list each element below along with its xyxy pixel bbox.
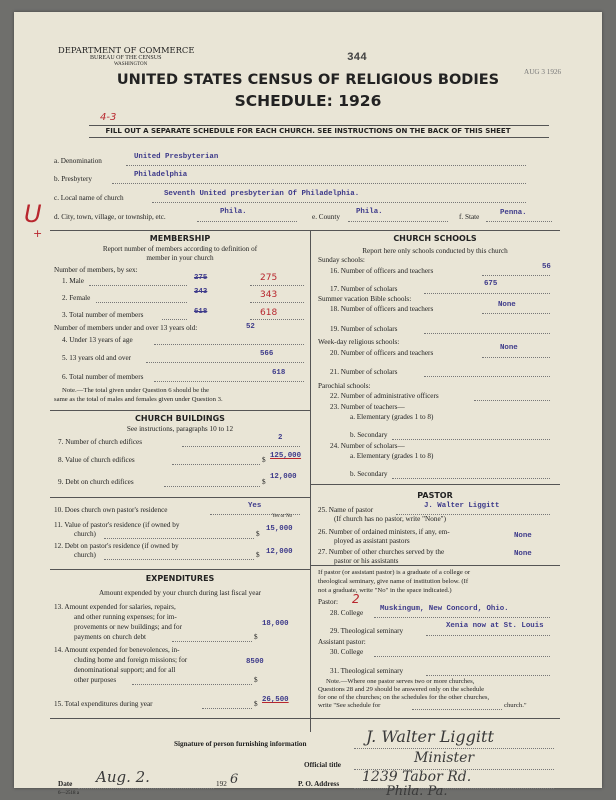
over-13-count: 566 [260, 350, 274, 358]
total-members: 618 [194, 308, 208, 316]
state-value: Penna. [500, 209, 527, 217]
margin-mark: U [24, 200, 42, 228]
census-schedule-paper: DEPARTMENT OF COMMERCE BUREAU OF THE CENSUS WASHINGTON 344 AUG 3 1926 UNITED STATES CENSUS OF RELIGIOUS BODIES SCHEDULE: 1926 4-3 FILL OUT A SEPARATE SCHEDULE FOR EACH CHURCH. SEE INSTRUCTIONS ON THE BACK OF THIS SHEET a. Denomination United Presbyterian b. Presbytery Philadelphia c. Local name of church Seventh United presbyterian Of Philadelphia. U + d. City, town, village, or township, etc. Phila. e. County Phila. f. State Penna. MEMBERSHIP Report number of members according to definition of member in your church Number of members, by sex: 1. Male 275 275 2. Female 343 343 3. Total number of members 618 618 Number of members under and over 13 years old: 52 4. Under 13 years of age 5. 13 years old and over 566 6. Total number of members 618 Note.—The total given under Question 6 should be the same as the total of males and females given under Question 3. CHURCH BUILDINGS See instructions, paragraphs 10 to 12 7. Number of church edifices 2 8. Value of church edifices $ 125,000 9. Debt on church edifices $ 12,000 10. Does church own pastor's residence Yes Yes or No 11. Value of pastor's residence (if owned by church) $ 15,000 12. Debt on pastor's residence (if owned by church) $ 12,000 EXPENDITURES Amount expended by your church during last fiscal year 13. Amount expended for salaries, repairs, and other running expenses; for im- provements or new buildings; and for payments on church debt $ 18,000 14. Amount expended for benevolences, in- cluding home and foreign missions; for denominational support; and for all other purposes $ 8500 15. Total expenditures during year $ 26,500 CHURCH SCHOOLS Report here only schools conducted by this church Sunday schools: 16. Number of officers and teachers 56 17. Number of scholars 675 Summer vacation Bible schools: 18. Number of officers and teachers None 19. Number of scholars Week-day religious schools: 20. Number of officers and teachers None 21. Number of scholars Parochial schools: 22. Number of administrative officers 23. Number of teachers— a. Elementary (grades 1 to 8) b. Secondary 24. Number of scholars— a. Elementary (grades 1 to 8) b. Secondary PASTOR 25. Name of pastor J. Walter Liggitt (If church has no pastor, write "None") 26. Number of ordained ministers, if any, em- ployed as assistant pastors None 27. Number of other churches served by the pastor or his assistants None If pastor (or assistant pastor) is a graduate of a college or theological seminary, give name of institution below. (If not a graduate, write "No" in the space indicated.) Pastor: 2 28. College Muskingum, New Concord, Ohio. 29. Theological seminary Xenia now at St. Louis Assistant pastor: 30. College 31. Theological seminary Note.—Where one pastor serves two or more churches, Questions 28 and 29 should be answered only on the schedule for one of the churches; on the schedules for the other churches, write "See schedule for church." Signature of person furnishing information J. Walter Liggitt Official title Minister Date Aug. 2. 192 6 6—2518 a P. O. Address 1239 Tabor Rd. Phila. Pa. [14, 12, 602, 788]
male-count: 275 [194, 274, 208, 282]
sunday-scholars: 675 [484, 280, 498, 288]
city-label: d. City, town, village, or township, etc. [54, 213, 166, 221]
running-expenses: 18,000 [262, 620, 289, 628]
state-label: f. State [459, 213, 480, 221]
department-label: DEPARTMENT OF COMMERCE [58, 45, 195, 55]
pastor-college: Muskingum, New Concord, Ohio. [380, 605, 509, 613]
signature: J. Walter Liggitt [366, 727, 494, 746]
county-label: e. County [312, 213, 340, 221]
pastor-seminary: Xenia now at St. Louis [446, 622, 544, 630]
benevolences: 8500 [246, 658, 264, 666]
edifices-count: 2 [278, 434, 283, 442]
city-label: WASHINGTON [114, 62, 148, 67]
handwritten-mark: 4-3 [100, 112, 117, 123]
weekday-teachers: None [500, 344, 518, 352]
age-value: 52 [246, 323, 255, 331]
year-value: 6 [230, 772, 239, 787]
form-subtitle: SCHEDULE: 1926 [234, 92, 382, 110]
total-expenditures: 26,500 [262, 696, 289, 704]
receipt-stamp: AUG 3 1926 [524, 68, 562, 76]
official-title: Minister [414, 750, 475, 766]
address-city: Phila. Pa. [386, 784, 448, 799]
pastor-name: J. Walter Liggitt [424, 502, 500, 510]
total-members-6: 618 [272, 369, 286, 377]
county-value: Phila. [356, 208, 383, 216]
schools-heading: CHURCH SCHOOLS [393, 234, 477, 243]
presbytery-label: b. Presbytery [54, 175, 92, 183]
summer-teachers: None [498, 301, 516, 309]
schedule-number: 344 [347, 52, 367, 64]
owns-residence: Yes [248, 502, 262, 510]
bureau-label: BUREAU OF THE CENSUS [90, 55, 162, 61]
pastor-heading: PASTOR [417, 491, 453, 500]
residence-value: 15,000 [266, 525, 293, 533]
expenditures-heading: EXPENDITURES [145, 574, 215, 583]
address-value: 1239 Tabor Rd. [362, 769, 472, 785]
membership-heading: MEMBERSHIP [149, 234, 211, 243]
denomination-value: United Presbyterian [134, 153, 219, 161]
assistant-count: None [514, 532, 532, 540]
other-churches: None [514, 550, 532, 558]
buildings-heading: CHURCH BUILDINGS [135, 414, 225, 423]
female-count: 343 [194, 288, 208, 296]
sunday-teachers: 56 [542, 263, 551, 271]
form-title: UNITED STATES CENSUS OF RELIGIOUS BODIES [116, 72, 500, 88]
edifices-debt: 12,000 [270, 473, 297, 481]
instructions-line: FILL OUT A SEPARATE SCHEDULE FOR EACH CHURCH. SEE INSTRUCTIONS ON THE BACK OF THIS SHEET [105, 127, 511, 135]
church-name-value: Seventh United presbyterian Of Philadelphia. [164, 190, 360, 198]
edifices-value: 125,000 [270, 452, 302, 460]
church-name-label: c. Local name of church [54, 194, 124, 202]
residence-debt: 12,000 [266, 548, 293, 556]
presbytery-value: Philadelphia [134, 171, 188, 179]
denomination-label: a. Denomination [54, 157, 102, 165]
city-value: Phila. [220, 208, 247, 216]
date-value: Aug. 2. [96, 768, 150, 786]
